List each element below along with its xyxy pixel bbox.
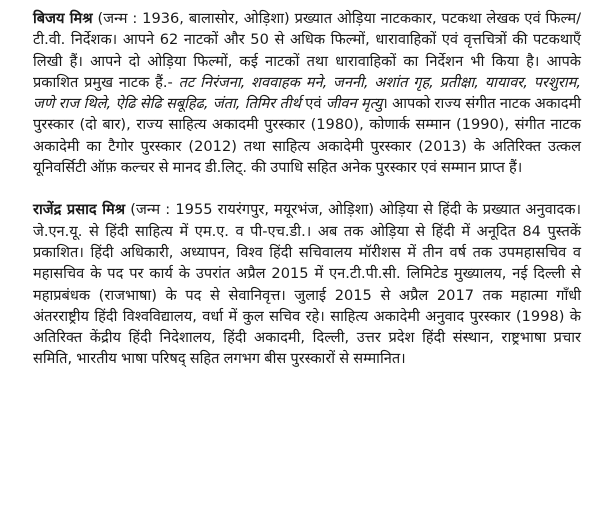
works-last: जीवन मृत्यु xyxy=(325,95,383,113)
works-list: तट निरंजना, शववाहक मने, जननी, अशांत गृह, प्रतीक्षा, यायावर, परशुराम, जणे राज थिले, ऐढि सेढि सबूहिढ, जंता, तिमिर तीर्थ xyxy=(33,73,582,113)
bio-rajendra-prasad-mishra xyxy=(33,199,581,369)
works-joiner: एवं xyxy=(305,95,322,113)
bio-intro: (जन्म : 1936, बालासोर, ओड़िशा) प्रख्यात ओड़िया नाटककार, पटकथा लेखक एवं फिल्म/टी.वी. निर्देशक। आपने 62 नाटकों और 50 से अधिक फिल्मों, धारावाहिकों एवं वृत्तचित्रों की पटकथाएँ लिखी हैं। आपने दो ओड़िया फिल्मों, कई नाटकों तथा धारावाहिकों का निर्देशन भी किया है। आपके प्रकाशित प्रमुख नाटक हैं.- xyxy=(33,10,582,91)
author-name: राजेंद्र प्रसाद मिश्र xyxy=(33,201,126,219)
contributors-page xyxy=(33,8,581,370)
bio-awards: । आपको राज्य संगीत नाटक अकादमी पुरस्कार (दो बार), राज्य साहित्य अकादमी पुरस्कार (1980), कोणार्क सम्मान (1990), संगीत नाटक अकादेमी का टैगोर पुरस्कार (2012) तथा साहित्य अकादेमी पुरस्कार (2013) के अतिरिक्त उत्कल यूनिवर्सिटी ऑफ़ कल्चर से मानद डी.लिट्. की उपाधि सहित अनेक पुरस्कार एवं सम्मान प्राप्त हैं। xyxy=(33,95,582,177)
bio-text: (जन्म : 1955 रायरंगपुर, मयूरभंज, ओड़िशा) ओड़िया से हिंदी के प्रख्यात अनुवादक। जे.एन.यू. से हिंदी साहित्य में एम.ए. व पी-एच.डी.। अब तक ओड़िया से हिंदी में अनूदित 84 पुस्तकें प्रकाशित। हिंदी अधिकारी, अध्यापन, विश्व हिंदी सचिवालय मॉरीशस में तीन वर्ष तक उपमहासचिव व महासचिव के पद पर कार्य के उपरांत अप्रैल 2015 में एन.टी.पी.सी. लिमिटेड मुख्यालय, नई दिल्ली से महाप्रबंधक (राजभाषा) के पद से सेवानिवृत्त। जुलाई 2015 से अप्रैल 2017 तक महात्मा गाँधी अंतरराष्ट्रीय हिंदी विश्वविद्यालय, वर्धा में कुल सचिव रहे। साहित्य अकादेमी अनुवाद पुरस्कार (1998) के अतिरिक्त केंद्रीय हिंदी निदेशालय, हिंदी अकादमी, दिल्ली, उत्तर प्रदेश हिंदी संस्थान, राष्ट्रभाषा प्रचार समिति, भारतीय भाषा परिषद् सहित लगभग बीस पुरस्कारों से सम्मानित। xyxy=(33,201,581,368)
author-name: बिजय मिश्र xyxy=(33,10,93,27)
bio-bijay-mishra xyxy=(33,8,581,178)
